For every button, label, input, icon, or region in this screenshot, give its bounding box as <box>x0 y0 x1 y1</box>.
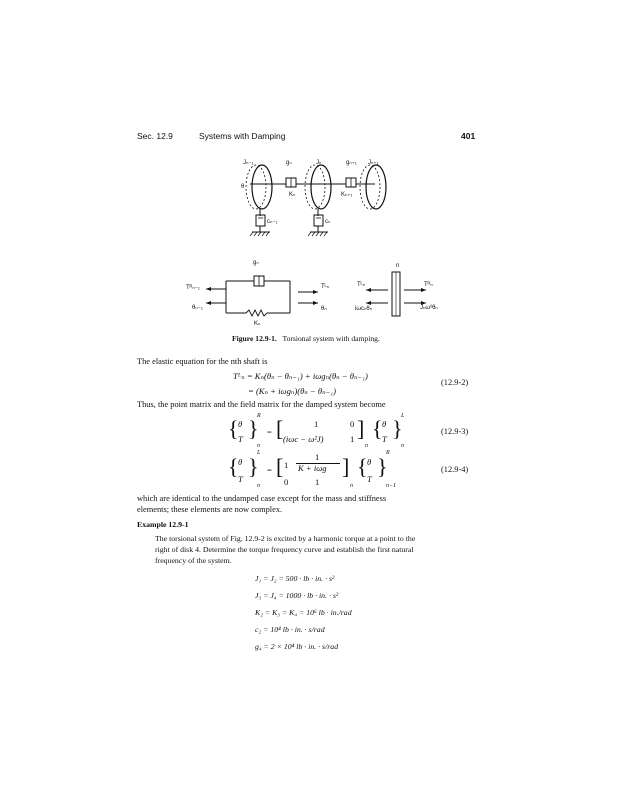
ground-damper-c-n <box>314 215 323 226</box>
m3-rhs-top: θ <box>382 419 387 429</box>
matrix-eq-12-9-3: { θ T } R n = [ 1 0 (iωc − ω²J) 1 ] n { θ T } L n <box>228 413 405 449</box>
disk-n <box>311 165 331 209</box>
m4-lhs-sup: L <box>257 450 261 456</box>
fb-label-t-l-n-right: Tᴸₙ <box>357 282 366 288</box>
label-c-n: cₙ <box>325 219 331 225</box>
disk-n-plus-1 <box>366 165 386 209</box>
elastic-intro: The elastic equation for the nth shaft is <box>137 357 268 366</box>
m4-rhs-bottom: T <box>367 474 372 484</box>
eq-12-9-2-number: (12.9-2) <box>441 378 469 387</box>
fb-damper-g-n <box>254 276 264 286</box>
m4-rhs-top: θ <box>367 457 372 467</box>
section-title: Systems with Damping <box>199 131 286 141</box>
label-j-n-minus-1: Jₙ₋₁ <box>243 160 254 166</box>
m4-lhs-sub: n <box>257 483 260 489</box>
m4-lhs-top: θ <box>238 457 243 467</box>
fb-label-n: n <box>396 263 400 269</box>
example-line2: right of disk 4. Determine the torque frequency curve and establish the first natural <box>155 545 414 554</box>
page-number: 401 <box>461 131 476 141</box>
eq-12-9-2-line1: Tᴸₙ = Kₙ(θₙ − θₙ₋₁) + iωgₙ(θₙ − θₙ₋₁) <box>233 371 368 381</box>
arrow-t-l-n <box>313 290 318 294</box>
m4-lhs-bottom: T <box>238 474 243 484</box>
m3-lhs-top: θ <box>238 419 243 429</box>
ground-damper-c-n-minus-1 <box>256 215 265 226</box>
m3-m-sub: n <box>365 443 368 449</box>
label-g-n-plus-1: gₙ₊₁ <box>346 160 357 166</box>
label-theta: θ <box>241 184 245 190</box>
fb-label-k-n: Kₙ <box>254 321 261 327</box>
shaft-damper-g-n <box>286 178 296 187</box>
m3-lhs-sup: R <box>257 413 261 419</box>
m3-m21: (iωc − ω²J) <box>283 434 324 444</box>
eq-12-9-2-line2: = (Kₙ + iωgₙ)(θₙ − θₙ₋₁) <box>248 386 336 396</box>
fb-label-iwc-theta: iωcₙθₙ <box>355 306 373 312</box>
example-param-2: J₃ = J₄ = 1000 · lb · in. · s² <box>255 591 339 600</box>
closing-line2: elements; these elements are now complex. <box>137 505 283 514</box>
example-line1: The torsional system of Fig. 12.9-2 is excited by a harmonic torque at a point to the <box>155 534 416 543</box>
fb-label-t-r-n: Tᴿₙ <box>424 282 433 288</box>
closing-line1: which are identical to the undamped case except for the mass and stiffness <box>137 494 387 503</box>
fb-label-g-n: gₙ <box>253 260 259 266</box>
m3-rhs-sub: n <box>401 443 404 449</box>
fb-label-t-l-n: Tᴸₙ <box>321 284 330 290</box>
m3-m22: 1 <box>350 434 355 444</box>
eq-12-9-4-number: (12.9-4) <box>441 465 469 474</box>
m4-m12-den: K + iωg <box>298 463 327 473</box>
section-label: Sec. 12.9 <box>137 131 173 141</box>
fb-label-t-r-n-minus-1: Tᴿₙ₋₁ <box>186 285 200 291</box>
m4-m22: 1 <box>315 477 320 487</box>
disk-n-minus-1 <box>252 165 272 209</box>
fb-label-jw2-theta: Jₙω²θₙ <box>420 305 438 311</box>
fb-label-theta-n: θₙ <box>321 306 327 312</box>
fb-disk-n <box>392 272 400 316</box>
m3-m11: 1 <box>314 419 319 429</box>
label-j-n-plus-1: Jₙ₊₁ <box>368 160 379 166</box>
example-param-1: J₁ = J₂ = 500 · lb · in. · s² <box>255 574 335 583</box>
label-k-n: Kₙ <box>289 192 296 198</box>
figure-caption-text: Torsional system with damping. <box>282 334 380 343</box>
figure-caption <box>232 334 380 343</box>
fb-label-theta-n-minus-1: θₙ₋₁ <box>192 305 203 311</box>
m4-m-sub: n <box>350 483 353 489</box>
label-g-n: gₙ <box>286 160 292 166</box>
matrices-intro: Thus, the point matrix and the field matrix for the damped system become <box>137 400 386 409</box>
m4-rhs-sub: n−1 <box>386 483 397 489</box>
label-k-n-plus-1: Kₙ₊₁ <box>341 192 353 198</box>
m3-m12: 0 <box>350 419 355 429</box>
matrix-eq-12-9-4: { θ T } L n = [ 1 1 K + iωg 0 1 ] n { θ T } R n−1 <box>228 450 397 489</box>
m3-rhs-sup: L <box>401 413 405 419</box>
m4-m12-num: 1 <box>315 452 320 462</box>
m4-rhs-sup: R <box>386 450 390 456</box>
m3-lhs-sub: n <box>257 443 260 449</box>
arrow-t-r-n-minus-1 <box>206 287 211 291</box>
label-j-n: Jₙ <box>316 160 322 166</box>
m3-lhs-bottom: T <box>238 434 243 444</box>
m4-m21: 0 <box>284 477 289 487</box>
example-param-4: c₂ = 10⁴ lb · in. · s/rad <box>255 625 325 634</box>
example-heading: Example 12.9-1 <box>137 520 189 529</box>
example-param-3: K₂ = K₃ = K₄ = 10⁶ lb · in./rad <box>255 608 352 617</box>
fb-spring-k-n <box>246 310 267 316</box>
shaft-damper-g-n-plus-1 <box>346 178 356 187</box>
eq-12-9-3-number: (12.9-3) <box>441 427 469 436</box>
example-param-5: g₄ = 2 × 10⁴ lb · in. · s/rad <box>255 642 339 651</box>
figure-caption-label: Figure 12.9-1. <box>232 334 277 343</box>
label-c-n-minus-1: cₙ₋₁ <box>267 219 278 225</box>
m3-rhs-bottom: T <box>382 434 387 444</box>
m4-m11: 1 <box>284 460 289 470</box>
example-line3: frequency of the system. <box>155 556 232 565</box>
